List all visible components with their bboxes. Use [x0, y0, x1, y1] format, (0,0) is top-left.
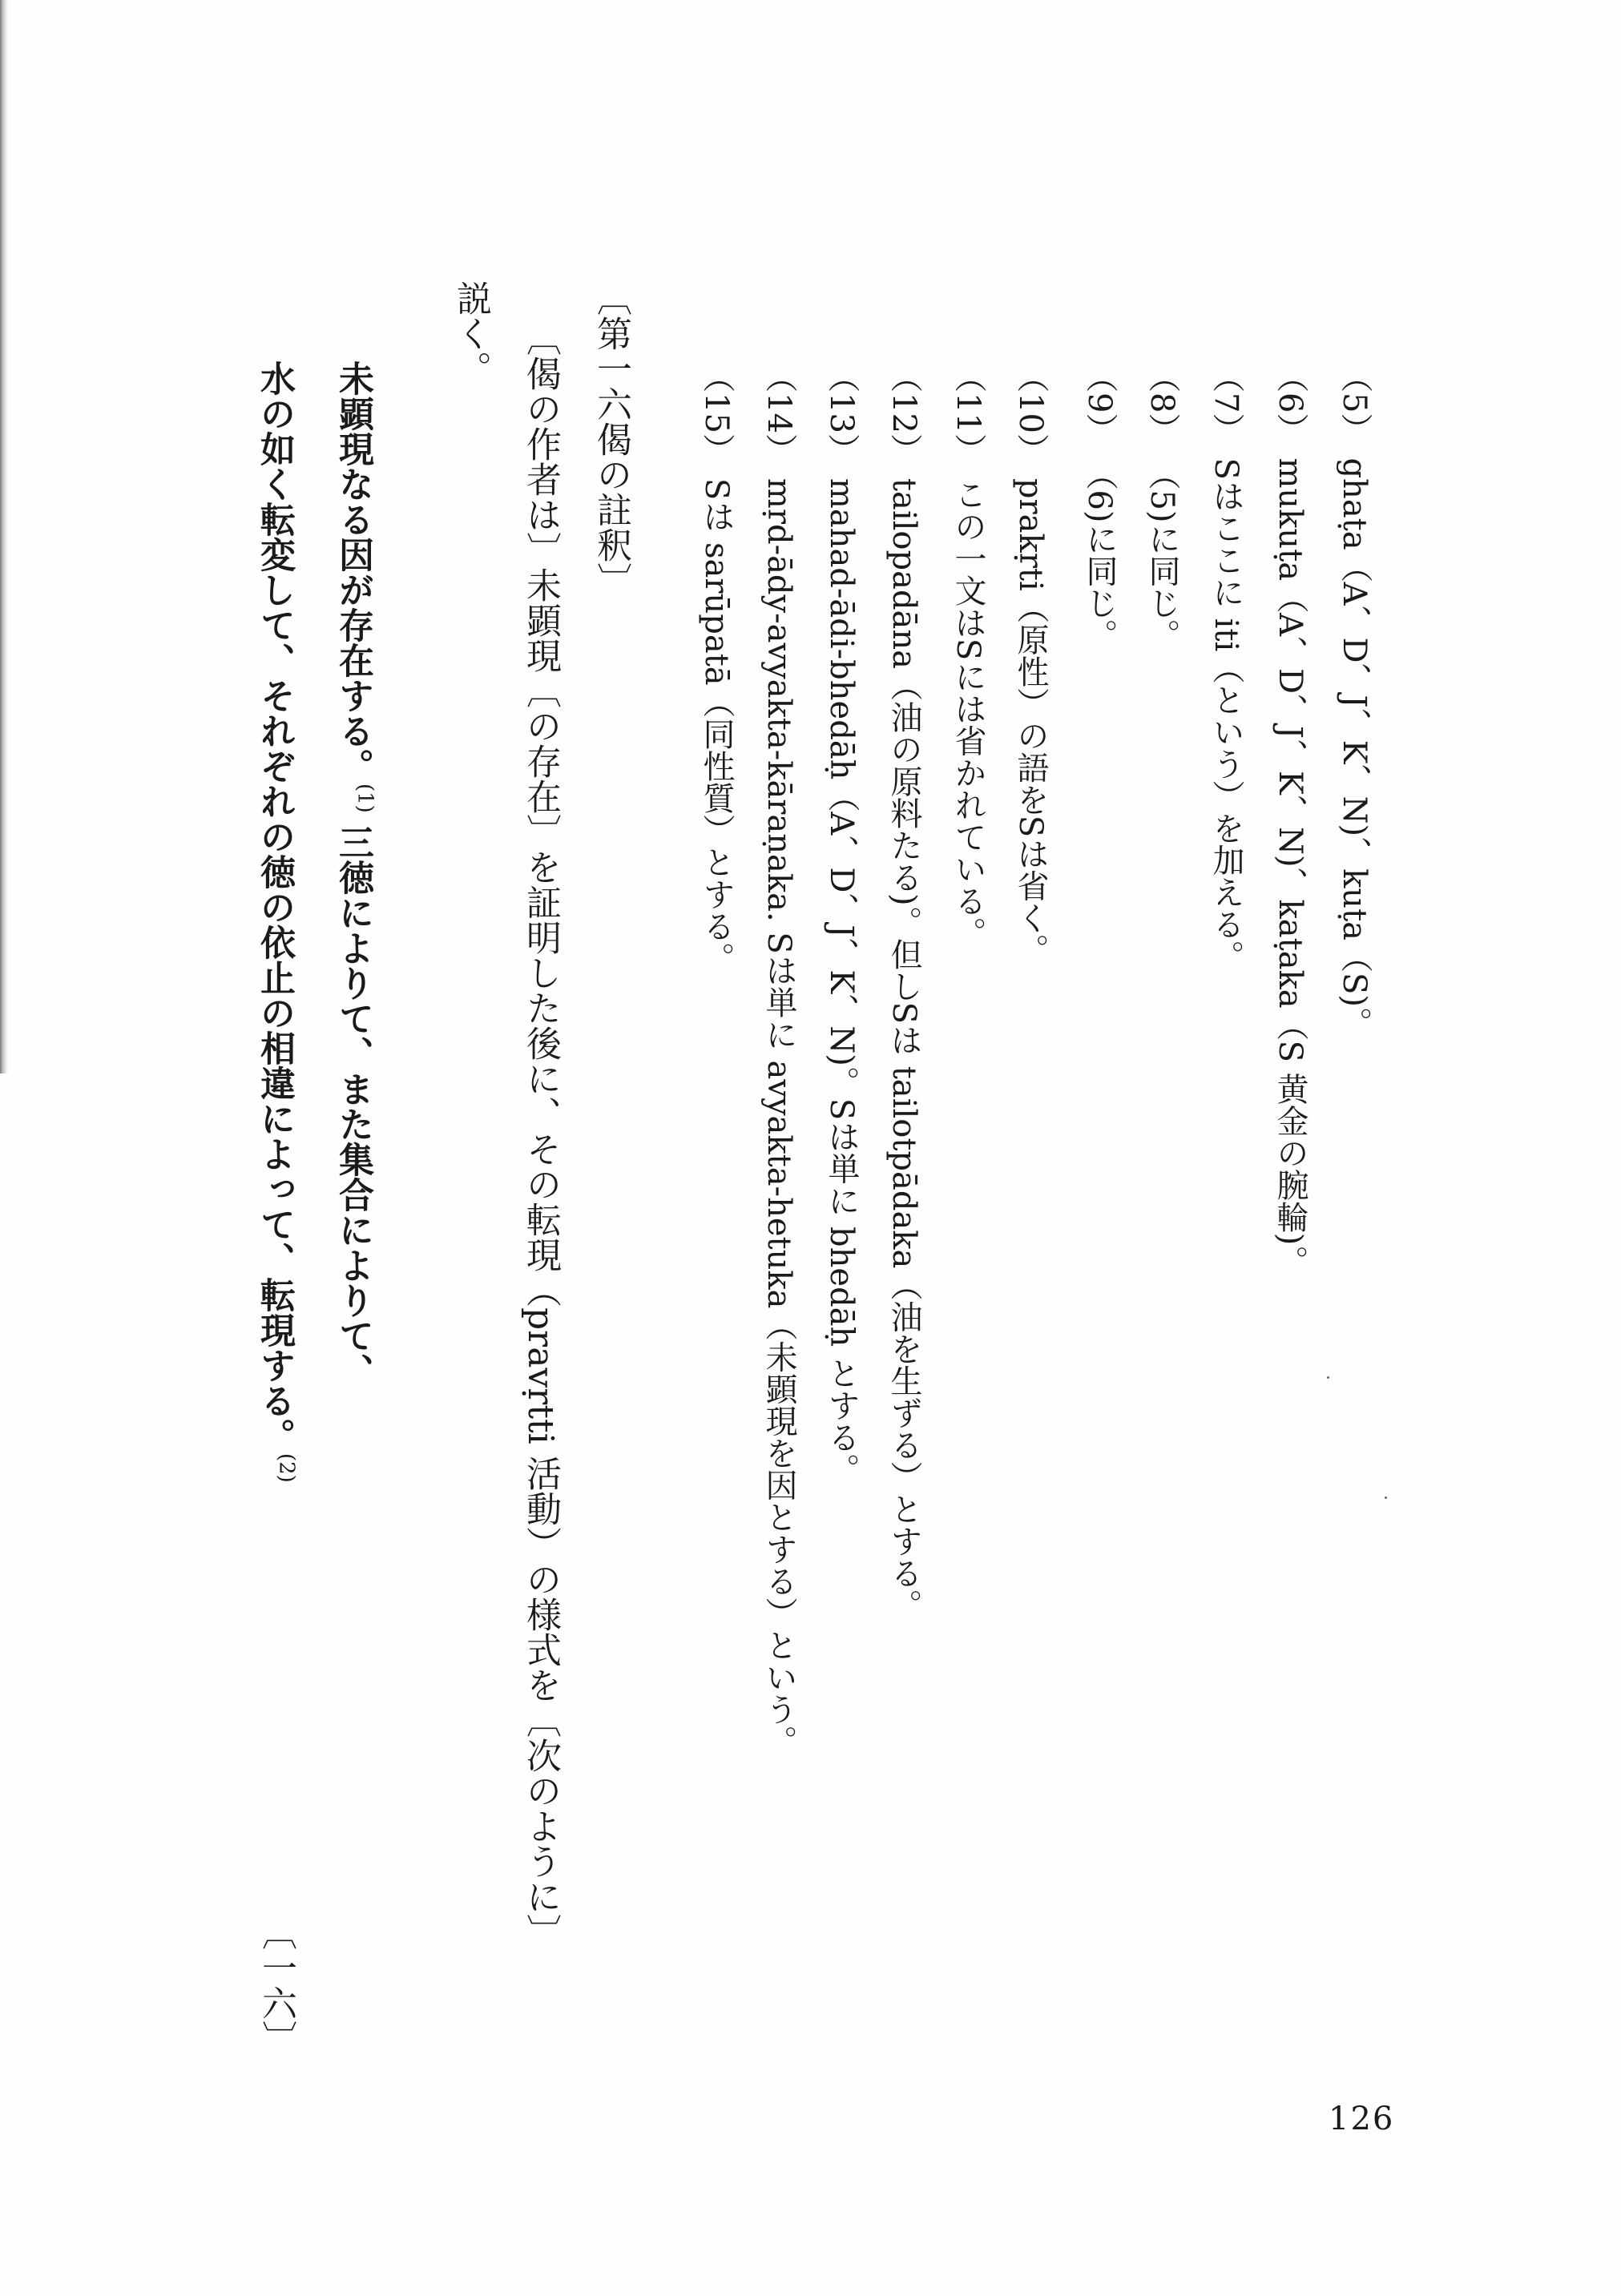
scan-speck: [1385, 1496, 1387, 1499]
verse-line-2: [256, 361, 297, 1483]
note-text: ghaṭa（A、D、J、K、N)、kuṭa（S)。: [1336, 457, 1373, 1039]
note-text: この一文はSには省かれている。: [950, 477, 986, 949]
verse-footnote-ref-1: (1): [353, 783, 377, 813]
note-label: （11）: [950, 361, 986, 465]
note-14: [760, 361, 797, 1758]
note-text: mukuṭa（A、D、J、K、N)、kaṭaka（S 黄金の腕輪)。: [1272, 457, 1308, 1278]
note-15: [698, 361, 735, 974]
note-10-printed: [1012, 361, 1049, 966]
note-label: （12）: [885, 361, 922, 465]
note-11: [952, 361, 984, 949]
section-intro-line-1: 〔偈の作者は〕未顕現〔の存在〕を証明した後に、その転現（pravṛtti 活動）の様式を〔次のように〕: [520, 320, 561, 1949]
note-label: （7）: [1208, 361, 1244, 445]
note-text: mahad-ādi-bhedāḥ（A、D、J、K、N)。Sは単に bhedāḥ とする。: [823, 477, 860, 1485]
verse-number: 〔一六〕: [256, 1915, 296, 2056]
note-label: （13）: [823, 361, 860, 465]
note-text: Sは sarūpatā（同性質）とする。: [698, 477, 735, 974]
scan-speck: [1327, 1376, 1329, 1379]
note-text: mṛd-ādy-avyakta-kāraṇaka. Sは単に avyakta-hetuka（未顕現を因とする）という。: [760, 477, 797, 1758]
note-9: [1081, 361, 1118, 651]
note-text: prakṛti（原性）の語をSは省く。: [1012, 477, 1049, 966]
note-text: （5)に同じ。: [1143, 457, 1180, 651]
verse-line-1-text: 未顕現なる因が存在する。: [333, 361, 373, 783]
note-text: （6)に同じ。: [1081, 457, 1118, 651]
note-text: tailopadāna（油の原料たる)。但しSは tailotpādaka（油を生ずる）とする。: [885, 477, 922, 1621]
note-6: [1274, 361, 1306, 1277]
note-text: Sはここに iti（という）を加える。: [1208, 457, 1244, 973]
note-label: （5）: [1336, 361, 1373, 445]
scan-edge: [0, 0, 8, 1073]
note-5: [1336, 361, 1373, 1039]
note-8: [1143, 361, 1180, 651]
note-7: [1210, 361, 1242, 972]
note-label: （10）: [1012, 361, 1049, 465]
note-label: （6）: [1272, 361, 1308, 445]
note-label: （14）: [760, 361, 797, 465]
verse-footnote-ref-2: (2): [274, 1453, 299, 1483]
note-label: （8）: [1143, 361, 1180, 445]
section-intro-line-2: 説く。: [450, 280, 491, 386]
verse-line-1-rest: 三徳によりて、また集合によりて、: [333, 824, 373, 1388]
verse-line-1: [335, 361, 376, 1388]
page-number: 126: [1329, 2101, 1395, 2137]
note-12: [885, 361, 922, 1621]
verse-line-2-text: 水の如く転変して、それぞれの徳の依止の相違によって、転現する。: [254, 361, 295, 1453]
note-label: （15）: [698, 361, 735, 465]
section-heading: 〔第一六偈の註釈〕: [591, 280, 631, 598]
note-13: [823, 361, 860, 1485]
note-label: （9）: [1081, 361, 1118, 445]
